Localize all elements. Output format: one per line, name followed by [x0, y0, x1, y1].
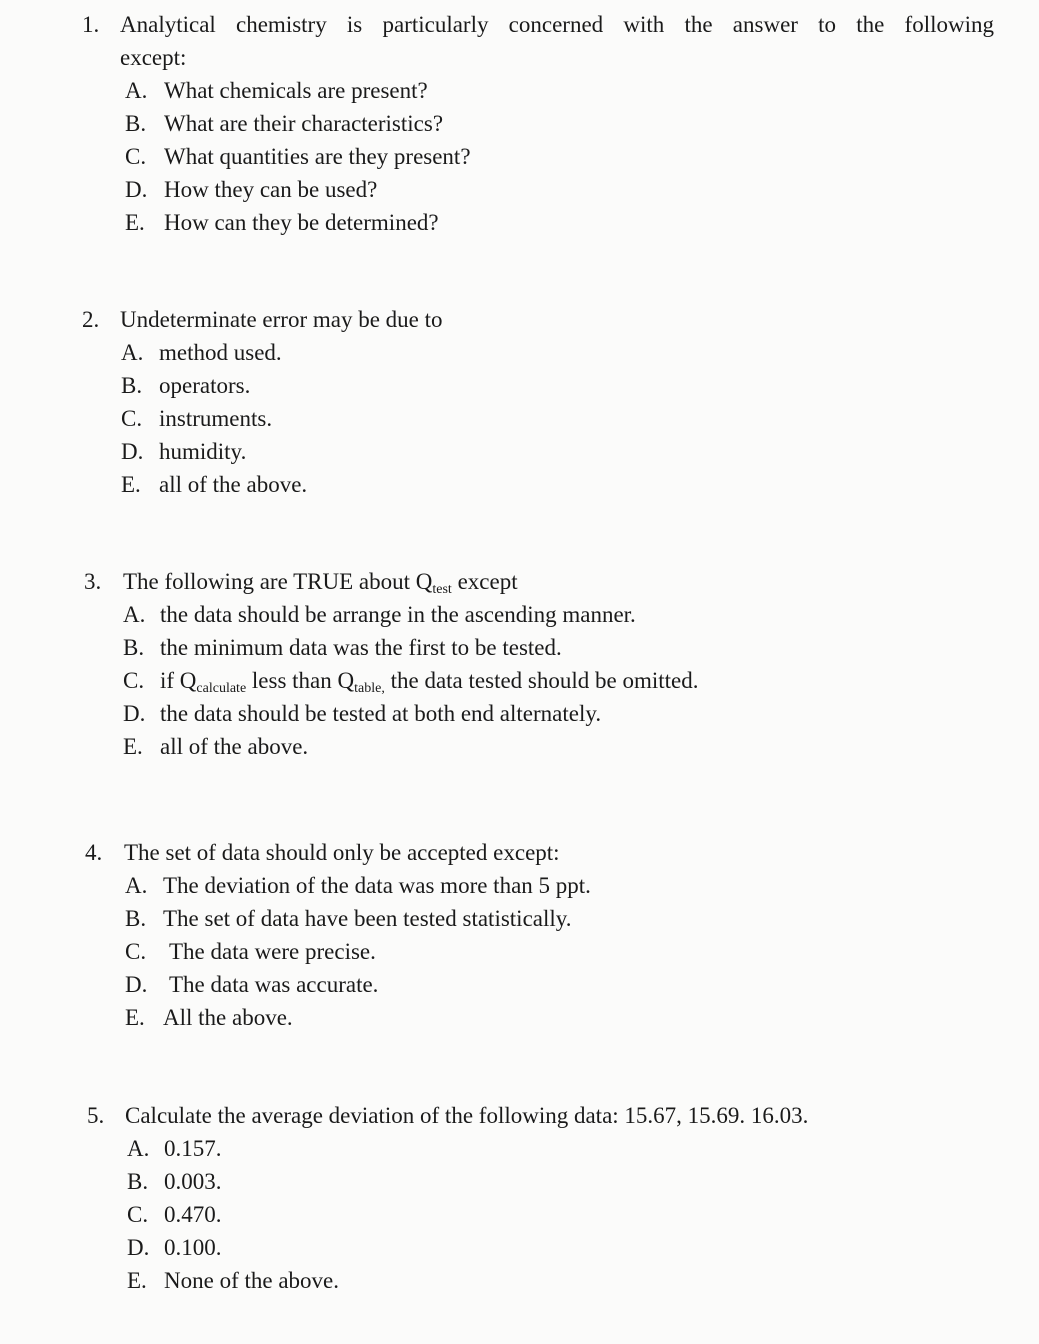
- option-text: 0.470.: [164, 1202, 222, 1227]
- question-3: [0, 565, 1039, 759]
- option-text: 0.100.: [164, 1235, 222, 1260]
- option-letter: C.: [125, 144, 147, 169]
- option-text: All the above.: [163, 1005, 293, 1030]
- option-text: operators.: [159, 373, 251, 398]
- question-stem: [0, 836, 1039, 869]
- option-letter: C.: [121, 406, 143, 431]
- option-letter: A.: [121, 340, 144, 365]
- option-text: The data were precise.: [169, 939, 376, 964]
- option-letter: E.: [121, 472, 141, 497]
- question-text: Analytical chemistry is particularly concerned with the answer to the following: [120, 12, 994, 37]
- question-text: Calculate the average deviation of the following data: 15.67, 15.69. 16.03.: [125, 1103, 809, 1128]
- question-text-continued: except:: [120, 45, 187, 70]
- question-4: [0, 836, 1039, 1030]
- option-text: humidity.: [159, 439, 247, 464]
- option-text: the minimum data was the first to be tested.: [160, 635, 562, 660]
- option-letter: C.: [125, 939, 147, 964]
- option-letter: E.: [123, 734, 143, 759]
- question-1: [0, 8, 1039, 235]
- question-number: 4.: [85, 840, 103, 865]
- question-2: [0, 303, 1039, 497]
- option-letter: B.: [127, 1169, 149, 1194]
- q-calculate-subscript: calculate: [196, 681, 247, 696]
- option-text-part: the data tested should be omitted.: [384, 668, 699, 693]
- question-stem: [0, 565, 1039, 598]
- question-stem: [0, 303, 1039, 336]
- question-number: 3.: [84, 569, 102, 594]
- option-letter: B.: [121, 373, 143, 398]
- option-text: the data should be tested at both end alternately.: [160, 701, 602, 726]
- option-text-part: less than Q: [246, 668, 355, 693]
- option-text: method used.: [159, 340, 282, 365]
- option-letter: B.: [125, 111, 147, 136]
- option-letter: E.: [125, 1005, 145, 1030]
- option-text: The deviation of the data was more than 5 ppt.: [163, 873, 591, 898]
- option-text: The data was accurate.: [169, 972, 379, 997]
- option-letter: A.: [123, 602, 146, 627]
- q-test-subscript: test: [432, 582, 452, 597]
- question-stem: [0, 8, 1039, 74]
- option-text: instruments.: [159, 406, 273, 431]
- option-letter: A.: [125, 873, 148, 898]
- stem-text-part: except: [451, 569, 518, 594]
- option-text: What quantities are they present?: [164, 144, 471, 169]
- question-text: [123, 565, 994, 598]
- option-letter: C.: [123, 668, 145, 693]
- option-text: The set of data have been tested statistically.: [163, 906, 572, 931]
- question-5: [0, 1099, 1039, 1293]
- option-text-part: if Q: [160, 668, 197, 693]
- option-text: How they can be used?: [164, 177, 378, 202]
- question-number: 2.: [82, 307, 100, 332]
- option-text: all of the above.: [160, 734, 309, 759]
- option-letter: E.: [127, 1268, 147, 1293]
- option-text: all of the above.: [159, 472, 308, 497]
- option-letter: D.: [121, 439, 144, 464]
- question-number: 1.: [82, 12, 100, 37]
- question-number: 5.: [87, 1103, 105, 1128]
- option-text: What are their characteristics?: [164, 111, 444, 136]
- option-text: What chemicals are present?: [164, 78, 428, 103]
- option-letter: D.: [125, 972, 148, 997]
- option-text: [160, 664, 698, 697]
- option-text: How can they be determined?: [164, 210, 439, 235]
- option-text: 0.003.: [164, 1169, 222, 1194]
- question-text: The set of data should only be accepted except:: [124, 840, 560, 865]
- option-text: None of the above.: [164, 1268, 339, 1293]
- option-letter: B.: [123, 635, 145, 660]
- q-table-subscript: table,: [354, 681, 385, 696]
- question-text: Undeterminate error may be due to: [120, 307, 443, 332]
- option-letter: B.: [125, 906, 147, 931]
- option-letter: D.: [127, 1235, 150, 1260]
- option-letter: D.: [123, 701, 146, 726]
- option-letter: D.: [125, 177, 148, 202]
- option-letter: E.: [125, 210, 145, 235]
- stem-text-part: The following are TRUE about Q: [123, 569, 433, 594]
- option-text: 0.157.: [164, 1136, 222, 1161]
- option-text: the data should be arrange in the ascending manner.: [160, 602, 636, 627]
- option-letter: A.: [127, 1136, 150, 1161]
- option-letter: A.: [125, 78, 148, 103]
- option-letter: C.: [127, 1202, 149, 1227]
- question-stem: [0, 1099, 1039, 1132]
